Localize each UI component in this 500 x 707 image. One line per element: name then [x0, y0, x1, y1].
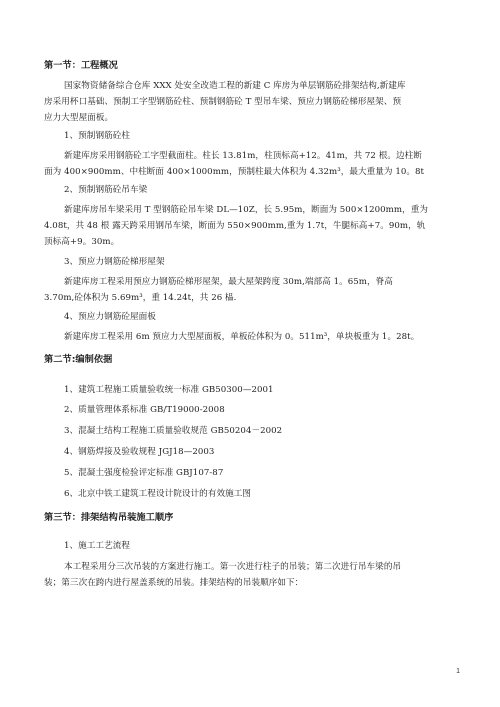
paragraph-line: 新建库房工程采用 6m 预应力大型屋面板，单板砼体积为 0。511m³，单块板重为 1。28t。: [64, 332, 420, 342]
subsection-title: 3、预应力钢筋砼梯形屋架: [64, 257, 165, 267]
list-item: 5、混凝土强度检验评定标准 GBJ107-87: [64, 468, 224, 478]
paragraph-line: 本工程采用分三次吊装的方案进行施工。第一次进行柱子的吊装；第二次进行吊车梁的吊: [64, 562, 402, 572]
paragraph-line: 4.08t，共 48 根 露天跨采用钢吊车梁，断面为 550×900mm,重为 1.7t，牛腿标高+7。90m，轨: [44, 221, 426, 231]
paragraph-line: 房采用杯口基础、预制工字型钢筋砼柱、预制钢筋砼 T 型吊车梁、预应力钢筋砼梯形屋架、预: [44, 97, 402, 107]
list-item: 3、混凝土结构工程施工质量验收规范 GB50204－2002: [64, 426, 283, 436]
subsection-title: 1、预制钢筋砼柱: [64, 131, 131, 141]
list-item: 4、钢筋焊接及验收规程 JGJ18—2003: [64, 447, 215, 457]
page-number: 1: [456, 668, 460, 675]
paragraph-line: 3.70m,砼体积为 5.69m³，重 14.24t，共 26 榀.: [44, 293, 237, 303]
subsection-title: 4、预应力钢筋砼屋面板: [64, 312, 156, 322]
section-3-heading: 第三节：排架结构吊装施工顺序: [44, 512, 174, 523]
paragraph-line: 新建库房吊车梁采用 T 型钢筋砼吊车梁 DL—10Z，长 5.95m，断面为 500×1200mm，重为: [64, 205, 428, 215]
list-item: 1、建筑工程施工质量验收统一标准 GB50300—2001: [64, 385, 274, 395]
paragraph-line: 顶标高+9。30m。: [44, 237, 120, 247]
subsection-title: 2、预制钢筋砼吊车梁: [64, 185, 148, 195]
paragraph-line: 新建库房采用钢筋砼工字型截面柱。柱长 13.81m，柱顶标高+12。41m，共 72 根。边柱断: [64, 151, 422, 161]
list-item: 6、北京中铁工建筑工程设计院设计的有效施工图: [64, 489, 252, 499]
paragraph-line: 面为 400×900mm、中柱断面 400×1000mm，预制柱最大体积为 4.32m³，最大重量为 10。8t: [44, 167, 425, 177]
subsection-title: 1、施工工艺流程: [64, 541, 131, 551]
paragraph-line: 国家物资储备综合仓库 XXX 处安全改造工程的新建 C 库房为单层钢筋砼排架结构,新建库: [64, 81, 406, 91]
paragraph-line: 装；第三次在跨内进行屋盖系统的吊装。排架结构的吊装顺序如下：: [44, 578, 304, 588]
paragraph-line: 新建库房工程采用预应力钢筋砼梯形屋架，最大屋架跨度 30m,端部高 1。65m，脊高: [64, 277, 393, 287]
paragraph-line: 应力大型屋面板。: [44, 113, 114, 123]
list-item: 2、质量管理体系标准 GB/T19000-2008: [64, 405, 225, 415]
section-1-heading: 第一节：工程概况: [44, 60, 118, 71]
section-2-heading: 第二节:编制依据: [44, 354, 113, 365]
